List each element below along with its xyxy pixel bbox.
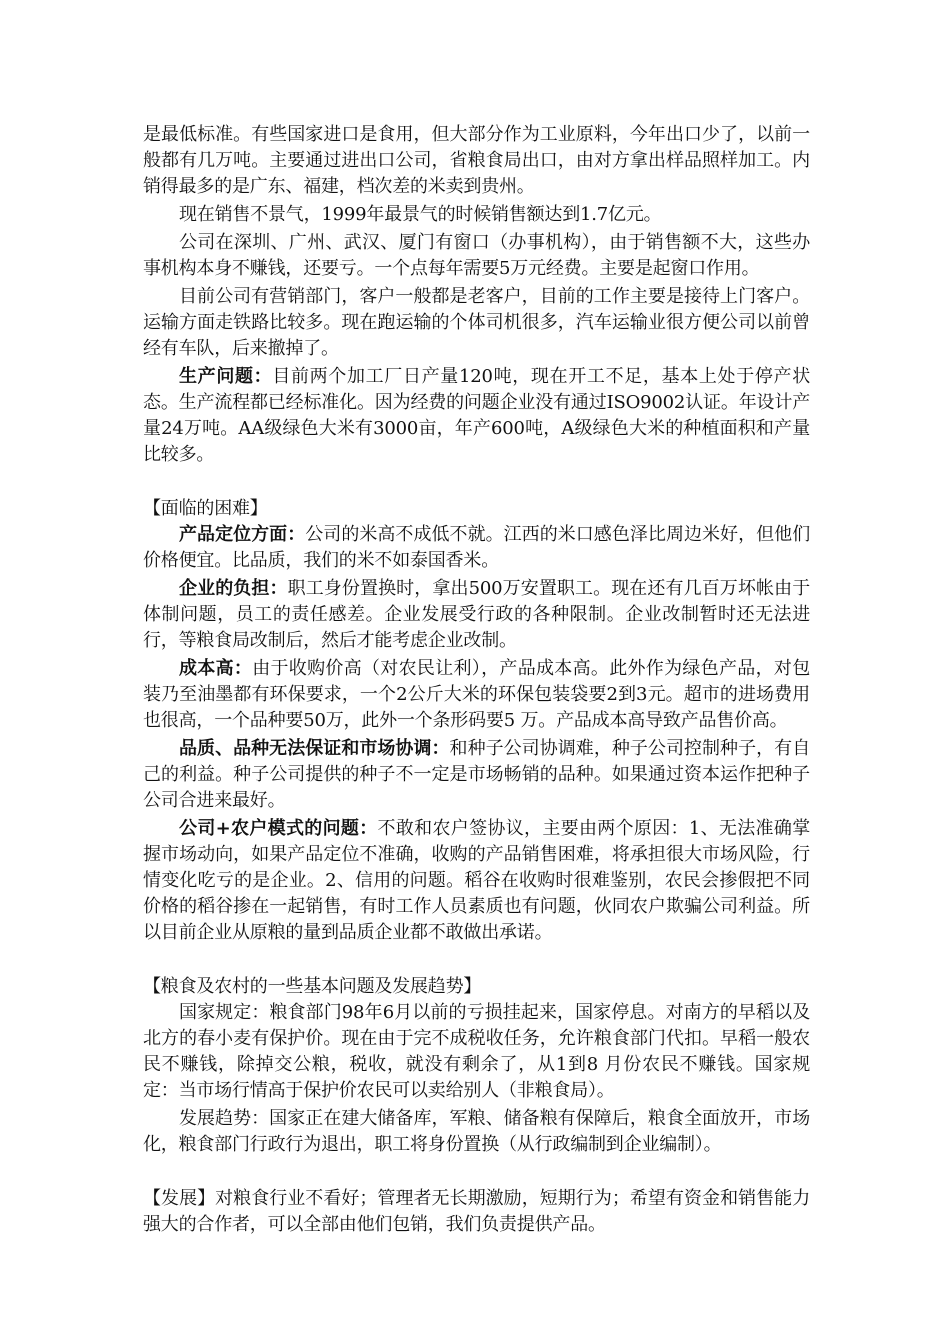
intro-paragraph: 公司在深圳、广州、武汉、厦门有窗口（办事机构），由于销售额不大，这些办事机构本身不赚钱，还要亏。一个点每年需要5万元经费。主要是起窗口作用。 (143, 232, 810, 279)
difficulty-text: 公司的米高不成低不就。江西的米口感色泽比周边米好，但他们价格便宜。比品质，我们的米不如泰国香米。 (143, 524, 810, 571)
intro-paragraph: 目前公司有营销部门，客户一般都是老客户，目前的工作主要是接待上门客户。运输方面走铁路比较多。现在跑运输的个体司机很多，汽车运输业很方便公司以前曾经有车队，后来撤掉了。 (143, 286, 810, 359)
difficulty-label: 品质、品种无法保证和市场协调： (179, 738, 450, 759)
difficulty-item (143, 576, 810, 654)
difficulty-item (143, 736, 810, 814)
development-label: 【发展】 (143, 1188, 216, 1209)
intro-paragraph: 是最低标准。有些国家进口是食用，但大部分作为工业原料，今年出口少了，以前一般都有几万吨。主要通过进出口公司，省粮食局出口，由对方拿出样品照样加工。内销得最多的是广东、福建，档次差的米卖到贵州。 (143, 124, 810, 197)
development-text: 对粮食行业不看好；管理者无长期激励，短期行为；希望有资金和销售能力强大的合作者，可以全部由他们包销，我们负责提供产品。 (143, 1188, 810, 1235)
difficulty-item (143, 522, 810, 574)
production-paragraph (143, 364, 810, 468)
difficulties-heading: 【面临的困难】 (143, 498, 268, 519)
development-paragraph (143, 1186, 810, 1238)
grain-paragraph: 国家规定：粮食部门98年6月以前的亏损挂起来，国家停息。对南方的早稻以及北方的春小麦有保护价。现在由于完不成税收任务，允许粮食部门代扣。早稻一般农民不赚钱，除掉交公粮，税收，就没有剩余了，从1到8 月份农民不赚钱。国家规定：当市场行情高于保护价农民可以卖给别人（非粮食局）。 (143, 1002, 810, 1101)
difficulty-text: 和种子公司协调难，种子公司控制种子，有自己的利益。种子公司提供的种子不一定是市场畅销的品种。如果通过资本运作把种子公司合进来最好。 (143, 738, 810, 811)
document-body (143, 122, 810, 1240)
difficulty-item (143, 816, 810, 946)
grain-paragraph: 发展趋势：国家正在建大储备库，军粮、储备粮有保障后，粮食全面放开，市场化，粮食部门行政行为退出，职工将身份置换（从行政编制到企业编制）。 (143, 1108, 810, 1155)
difficulty-label: 成本高： (179, 658, 253, 679)
intro-paragraph: 现在销售不景气，1999年最景气的时候销售额达到1.7亿元。 (179, 204, 662, 225)
difficulty-text: 职工身份置换时，拿出500万安置职工。现在还有几百万坏帐由于体制问题，员工的责任感差。企业发展受行政的各种限制。企业改制暂时还无法进行，等粮食局改制后，然后才能考虑企业改制。 (143, 578, 810, 651)
difficulty-item (143, 656, 810, 734)
grain-heading: 【粮食及农村的一些基本问题及发展趋势】 (143, 976, 482, 997)
difficulty-label: 公司+农户模式的问题： (179, 818, 378, 839)
difficulty-label: 产品定位方面： (179, 524, 306, 545)
difficulty-text: 由于收购价高（对农民让利），产品成本高。此外作为绿色产品，对包装乃至油墨都有环保要求，一个2公斤大米的环保包装袋要2到3元。超市的进场费用也很高，一个品种要50万，此外一个条形码要5 万。产品成本高导致产品售价高。 (143, 658, 810, 731)
production-text: 目前两个加工厂日产量120吨，现在开工不足，基本上处于停产状态。生产流程都已经标准化。因为经费的问题企业没有通过ISO9002认证。年设计产量24万吨。AA级绿色大米有3000亩，年产600吨，A级绿色大米的种植面积和产量比较多。 (143, 366, 811, 465)
difficulty-text: 不敢和农户签协议，主要由两个原因：1、无法准确掌握市场动向，如果产品定位不准确，收购的产品销售困难，将承担很大市场风险，行情变化吃亏的是企业。2、信用的问题。稻谷在收购时很难鉴别，农民会掺假把不同价格的稻谷掺在一起销售，有时工作人员素质也有问题，伙同农户欺骗公司利益。所以目前企业从原粮的量到品质企业都不敢做出承诺。 (143, 818, 810, 943)
difficulty-label: 企业的负担： (179, 578, 288, 599)
production-label: 生产问题： (179, 366, 273, 387)
